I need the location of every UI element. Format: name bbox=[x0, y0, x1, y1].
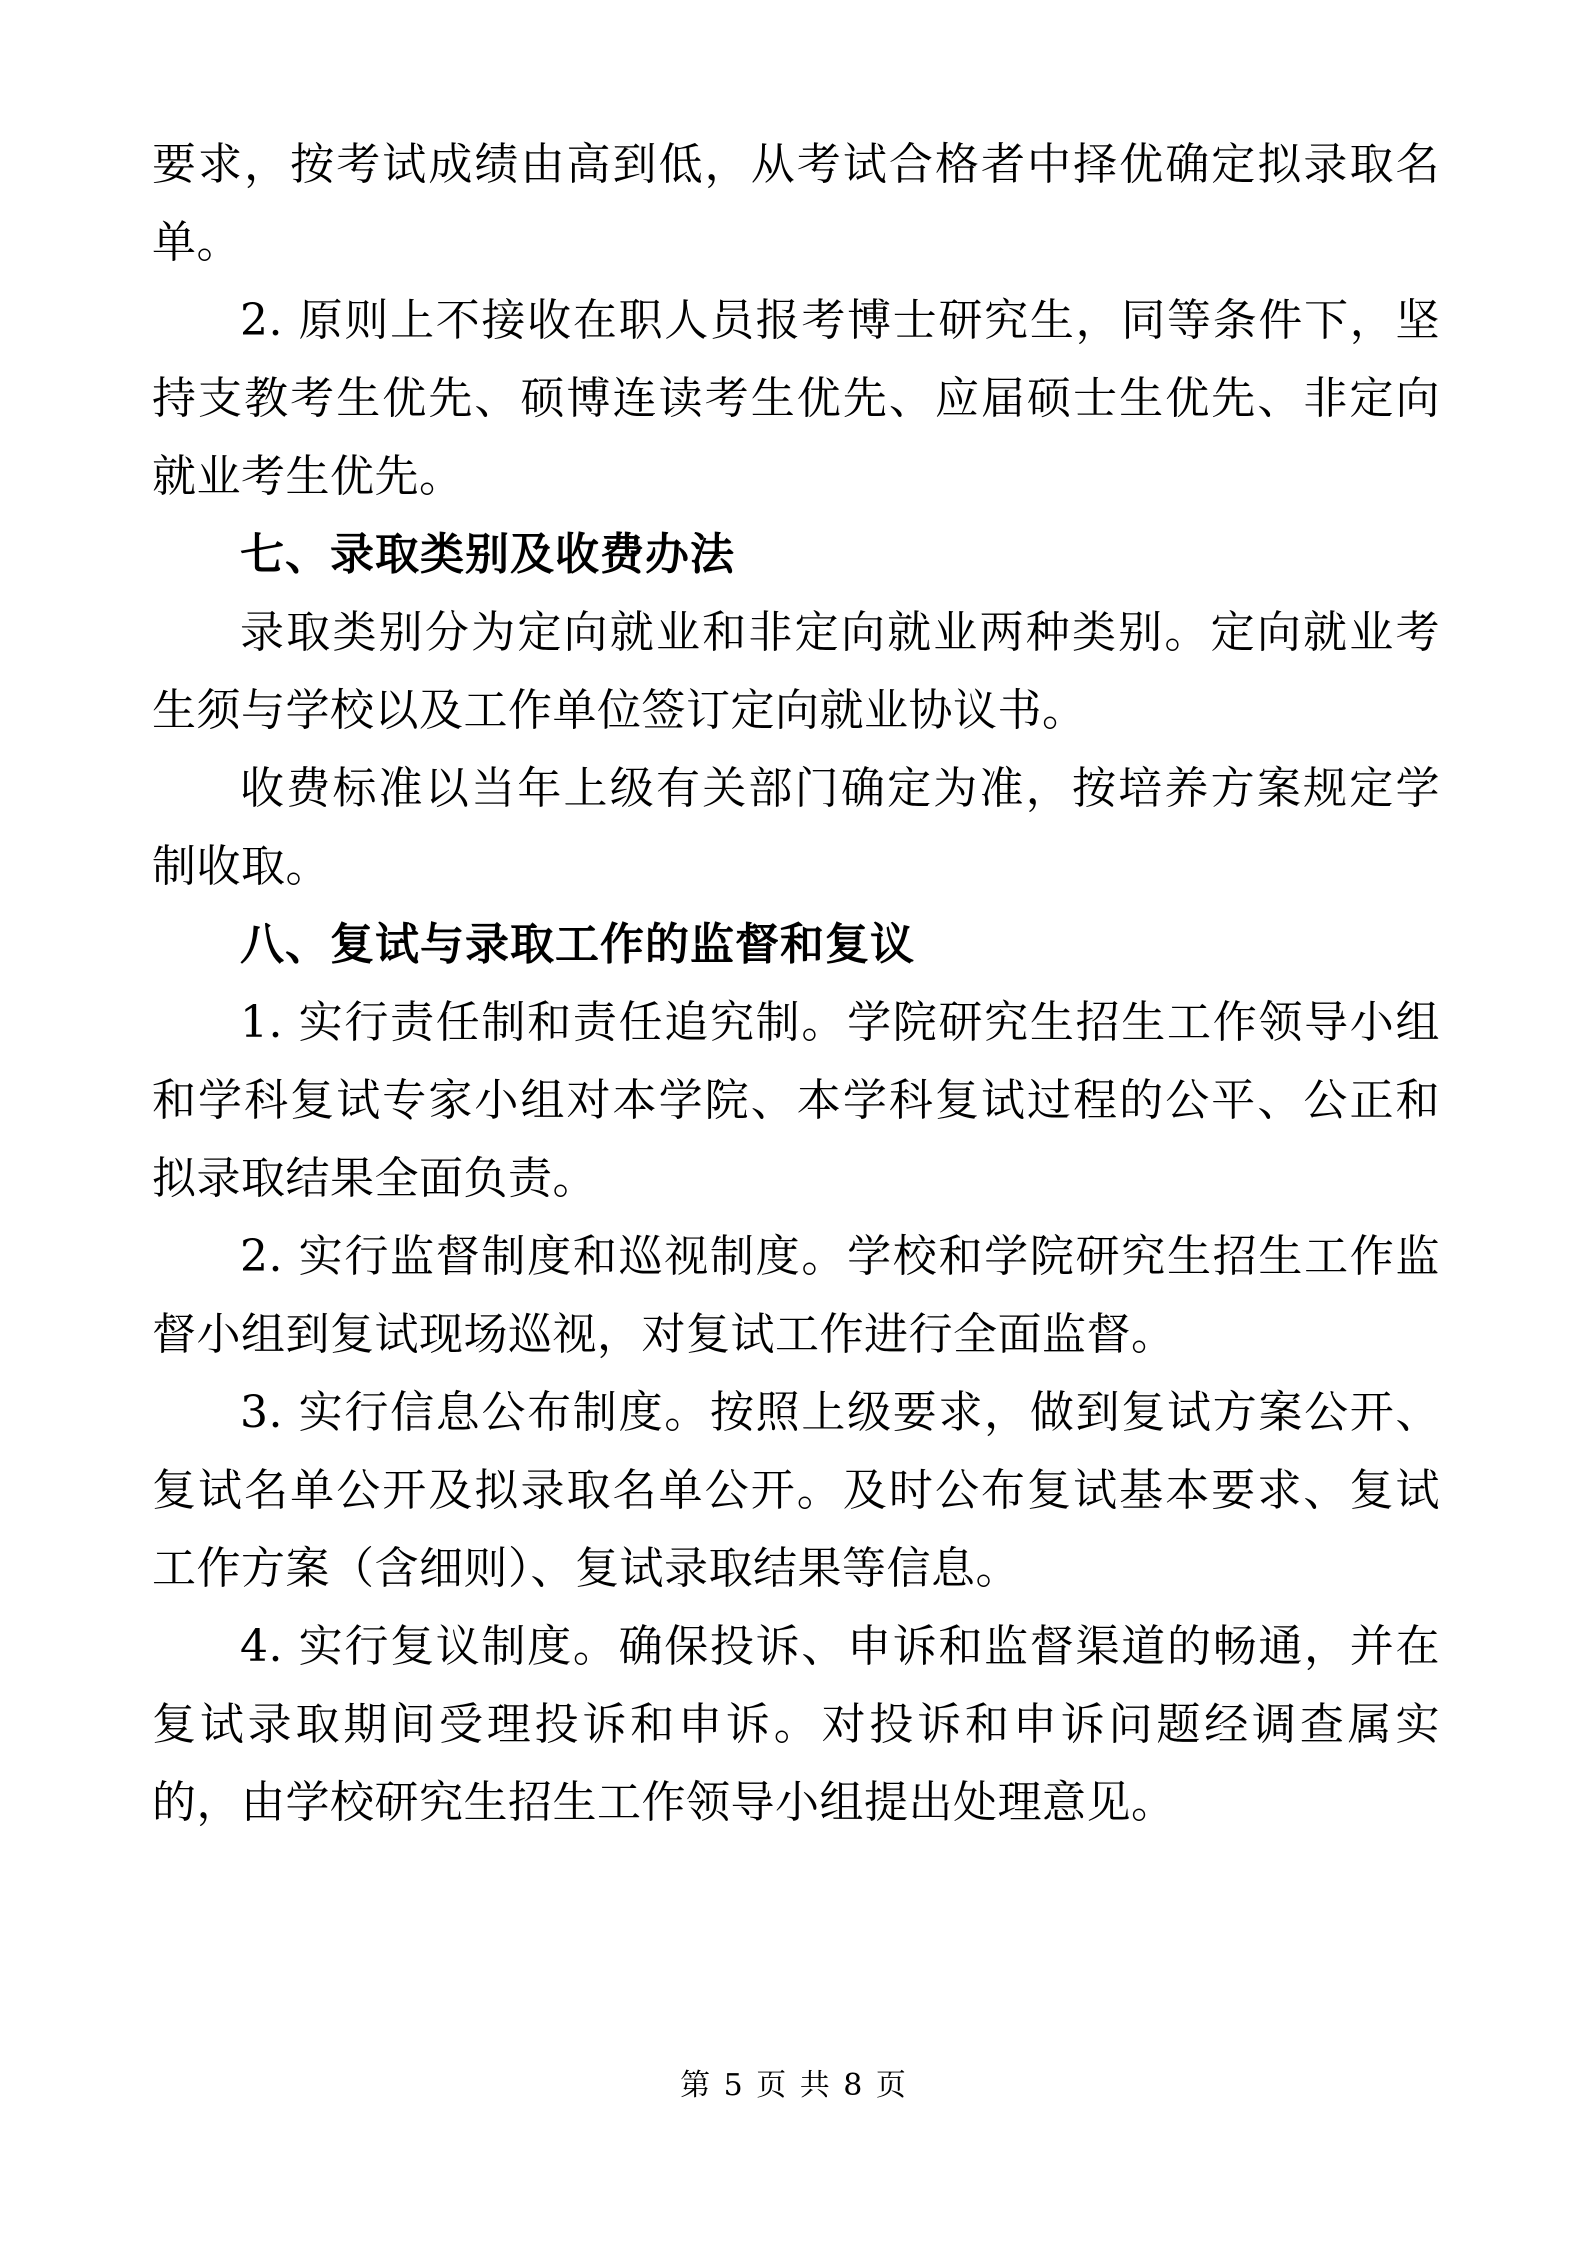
paragraph-seven-one: 录取类别分为定向就业和非定向就业两种类别。定向就业考生须与学校以及工作单位签订定向就业协议书。 bbox=[152, 607, 1440, 736]
section-heading-seven: 七、录取类别及收费办法 bbox=[240, 529, 735, 580]
paragraph-eight-one: 1. 实行责任制和责任追究制。学院研究生招生工作领导小组和学科复试专家小组对本学院、本学科复试过程的公平、公正和拟录取结果全面负责。 bbox=[152, 997, 1440, 1204]
document-body bbox=[152, 126, 1440, 1842]
paragraph-continued: 要求，按考试成绩由高到低，从考试合格者中择优确定拟录取名单。 bbox=[152, 139, 1440, 268]
paragraph-seven-two: 收费标准以当年上级有关部门确定为准，按培养方案规定学制收取。 bbox=[152, 763, 1440, 892]
paragraph-eight-four: 4. 实行复议制度。确保投诉、申诉和监督渠道的畅通，并在复试录取期间受理投诉和申诉。对投诉和申诉问题经调查属实的，由学校研究生招生工作领导小组提出处理意见。 bbox=[152, 1621, 1440, 1828]
page-footer: 第 5 页 共 8 页 bbox=[680, 2068, 908, 2103]
paragraph-item-2: 2. 原则上不接收在职人员报考博士研究生，同等条件下，坚持支教考生优先、硕博连读考生优先、应届硕士生优先、非定向就业考生优先。 bbox=[152, 295, 1440, 502]
paragraph-eight-three: 3. 实行信息公布制度。按照上级要求，做到复试方案公开、复试名单公开及拟录取名单公开。及时公布复试基本要求、复试工作方案（含细则）、复试录取结果等信息。 bbox=[152, 1387, 1440, 1594]
paragraph-eight-two: 2. 实行监督制度和巡视制度。学校和学院研究生招生工作监督小组到复试现场巡视，对复试工作进行全面监督。 bbox=[152, 1231, 1440, 1360]
section-heading-eight: 八、复试与录取工作的监督和复议 bbox=[240, 919, 915, 970]
